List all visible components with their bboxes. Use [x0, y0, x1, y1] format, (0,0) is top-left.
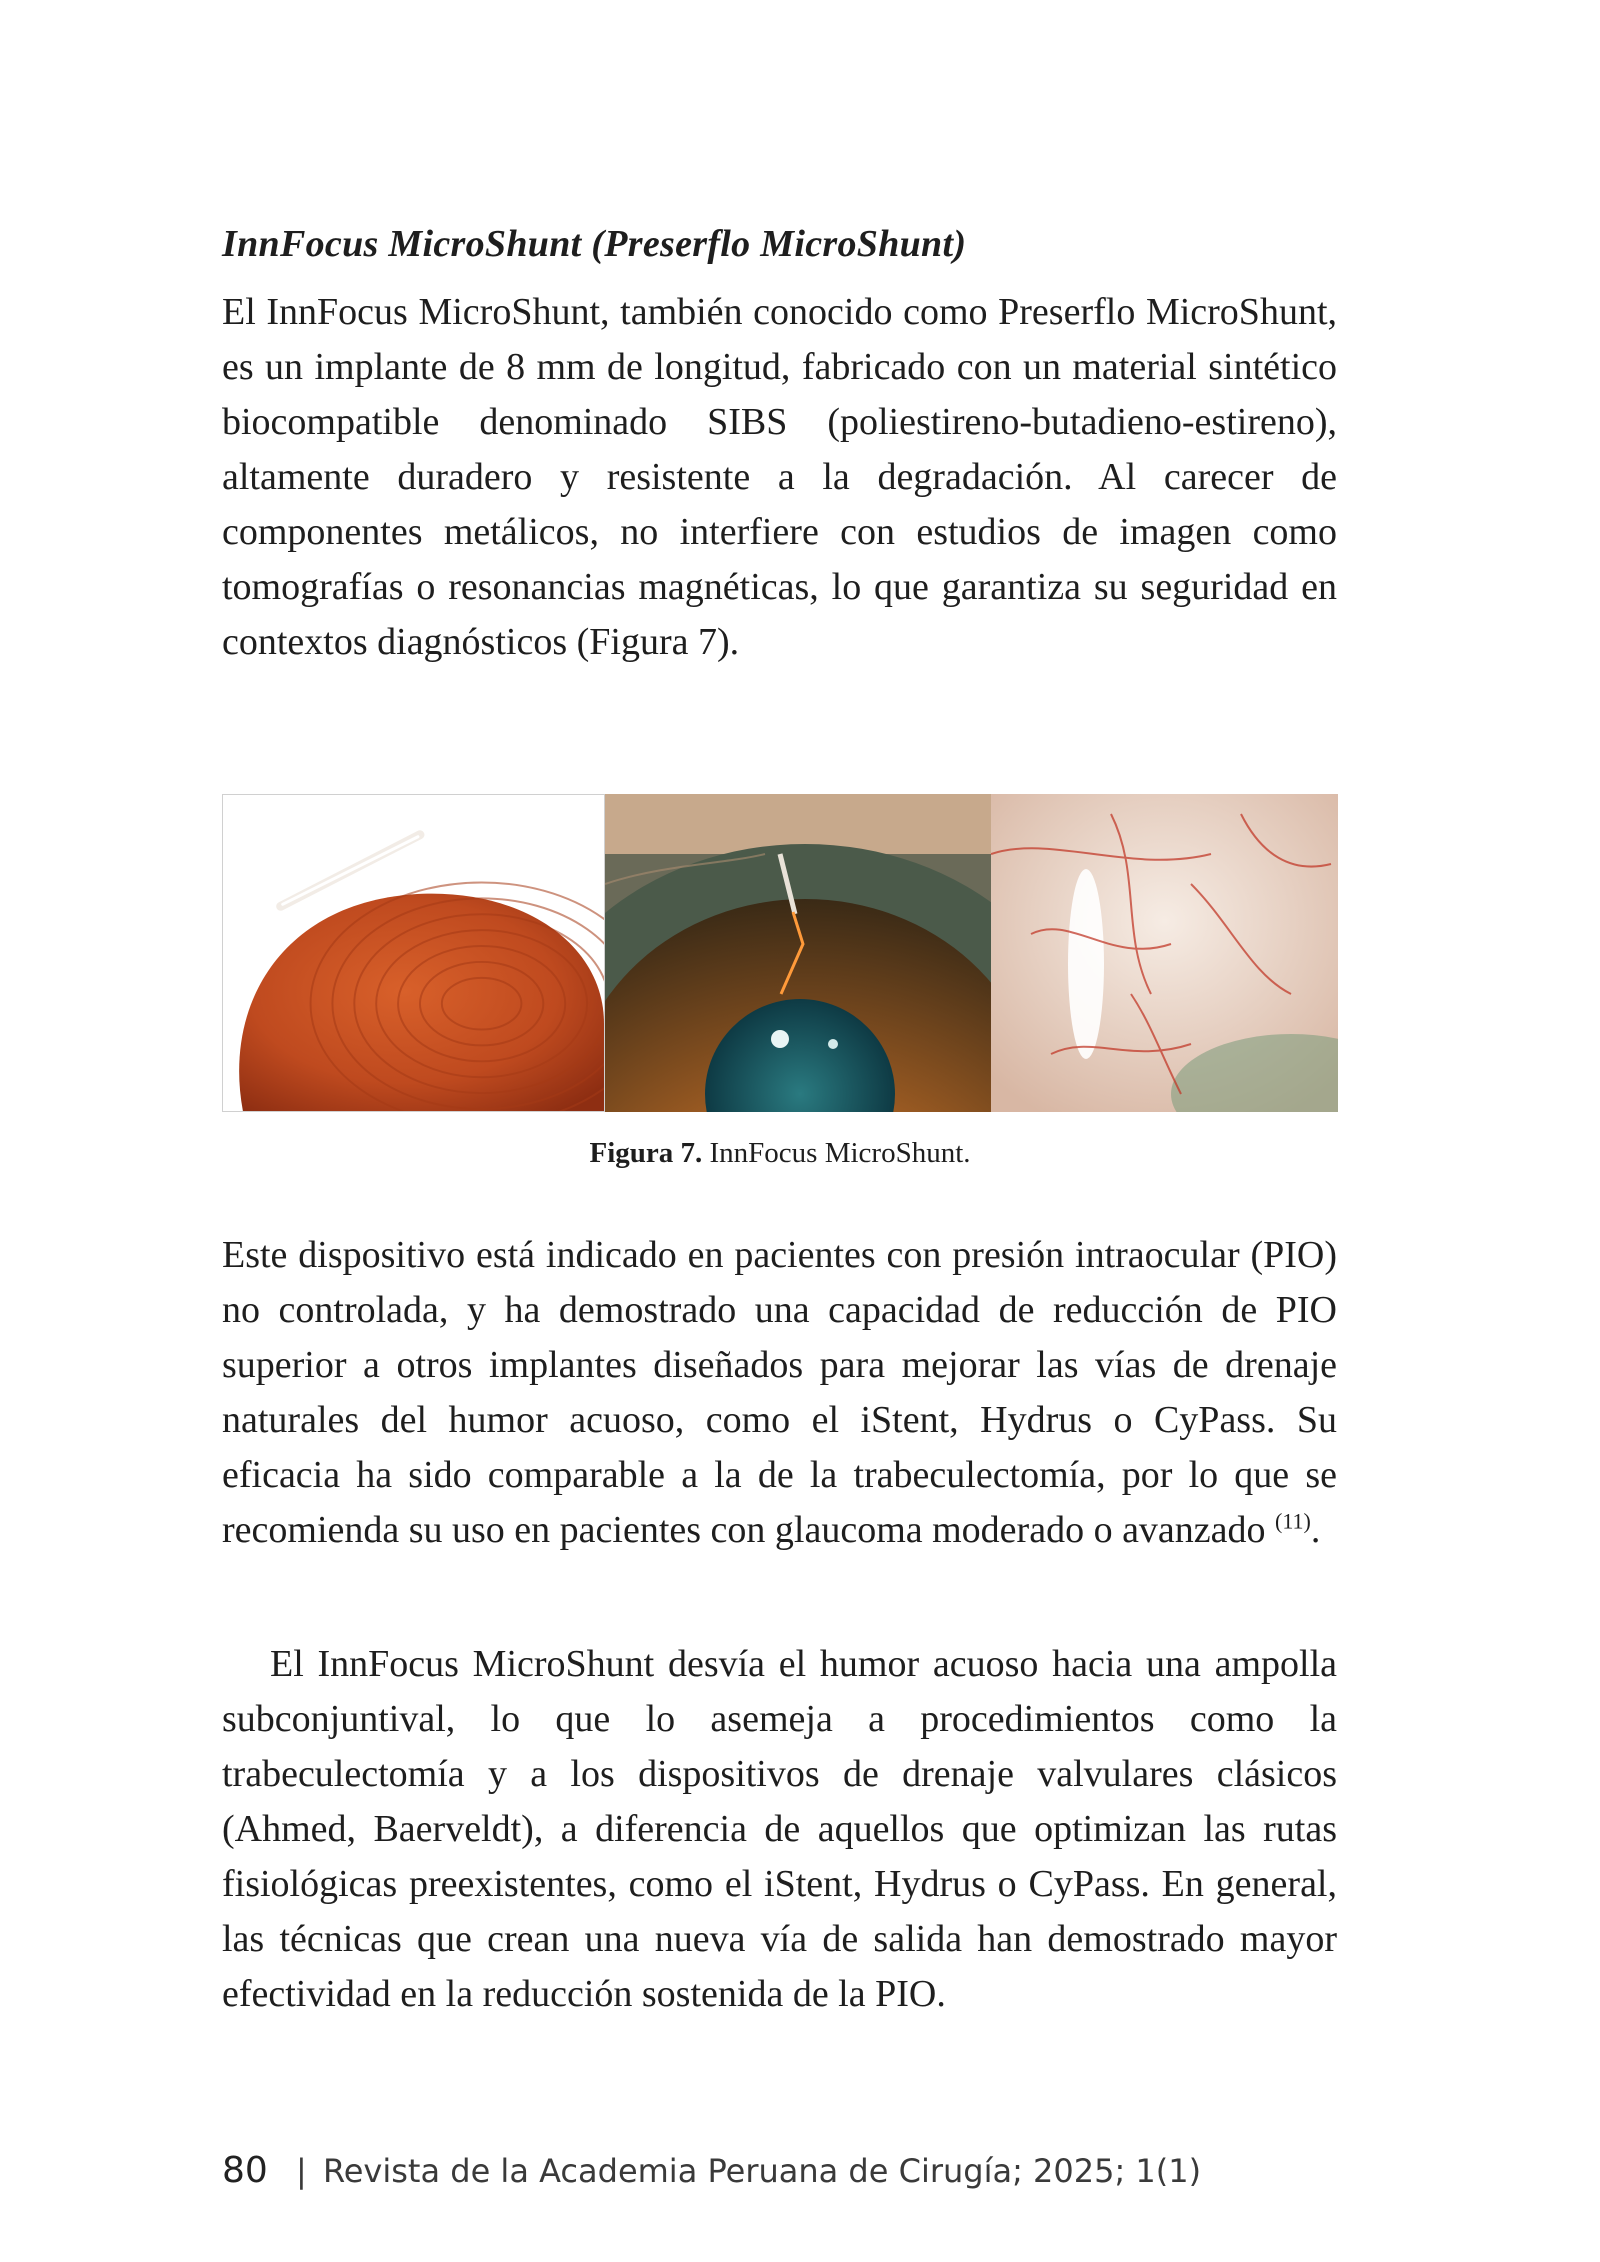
reference-marker: (11) [1275, 1508, 1311, 1534]
paragraph-mechanism: El InnFocus MicroShunt desvía el humor acuoso hacia una ampolla subconjuntival, lo que lo asemeja a procedimientos como la trabeculectomía y a los dispositivos de drenaje valvulares clásicos (Ahmed, Baerveldt), a diferencia de aquellos que optimizan las rutas fisiológicas preexistentes, como el iStent, Hydrus o CyPass. En general, las técnicas que crean una nueva vía de salida han demostrado mayor efectividad en la reducción sostenida de la PIO. [222, 1643, 1337, 2015]
page-footer [222, 2150, 1201, 2191]
figure-label: Figura 7. [589, 1137, 703, 1169]
figure-caption-text: InnFocus MicroShunt. [709, 1137, 971, 1169]
conjunctiva-photo [991, 794, 1338, 1112]
footer-separator: | [295, 2152, 307, 2190]
paragraph-indications-text: Este dispositivo está indicado en pacientes con presión intraocular (PIO) no controlada, y ha demostrado una capacidad de reducción de PIO superior a otros implantes diseñados para mejorar las vías de drenaje naturales del humor acuoso, como el iStent, Hydrus o CyPass. Su eficacia ha sido comparable a la de la trabeculectomía, por lo que se recomienda su uso en pacientes con glaucoma moderado o avanzado [222, 1234, 1337, 1551]
page-number: 80 [222, 2150, 268, 2191]
paragraph-indications-end: . [1310, 1509, 1321, 1551]
fingertip-photo [222, 794, 605, 1112]
eye-photo [605, 794, 991, 1112]
figure-caption [222, 1137, 1338, 1170]
journal-citation: Revista de la Academia Peruana de Cirugía; 2025; 1(1) [322, 2152, 1202, 2190]
paragraph-indications [222, 1228, 1337, 1558]
figure-7 [222, 794, 1338, 1112]
section-title: InnFocus MicroShunt (Preserflo MicroShunt) [222, 223, 967, 265]
paragraph-intro: El InnFocus MicroShunt, también conocido como Preserflo MicroShunt, es un implante de 8 mm de longitud, fabricado con un material sintético biocompatible denominado SIBS (poliestireno-butadieno-estireno), altamente duradero y resistente a la degradación. Al carecer de componentes metálicos, no interfiere con estudios de imagen como tomografías o resonancias magnéticas, lo que garantiza su seguridad en contextos diagnósticos (Figura 7). [222, 291, 1337, 663]
